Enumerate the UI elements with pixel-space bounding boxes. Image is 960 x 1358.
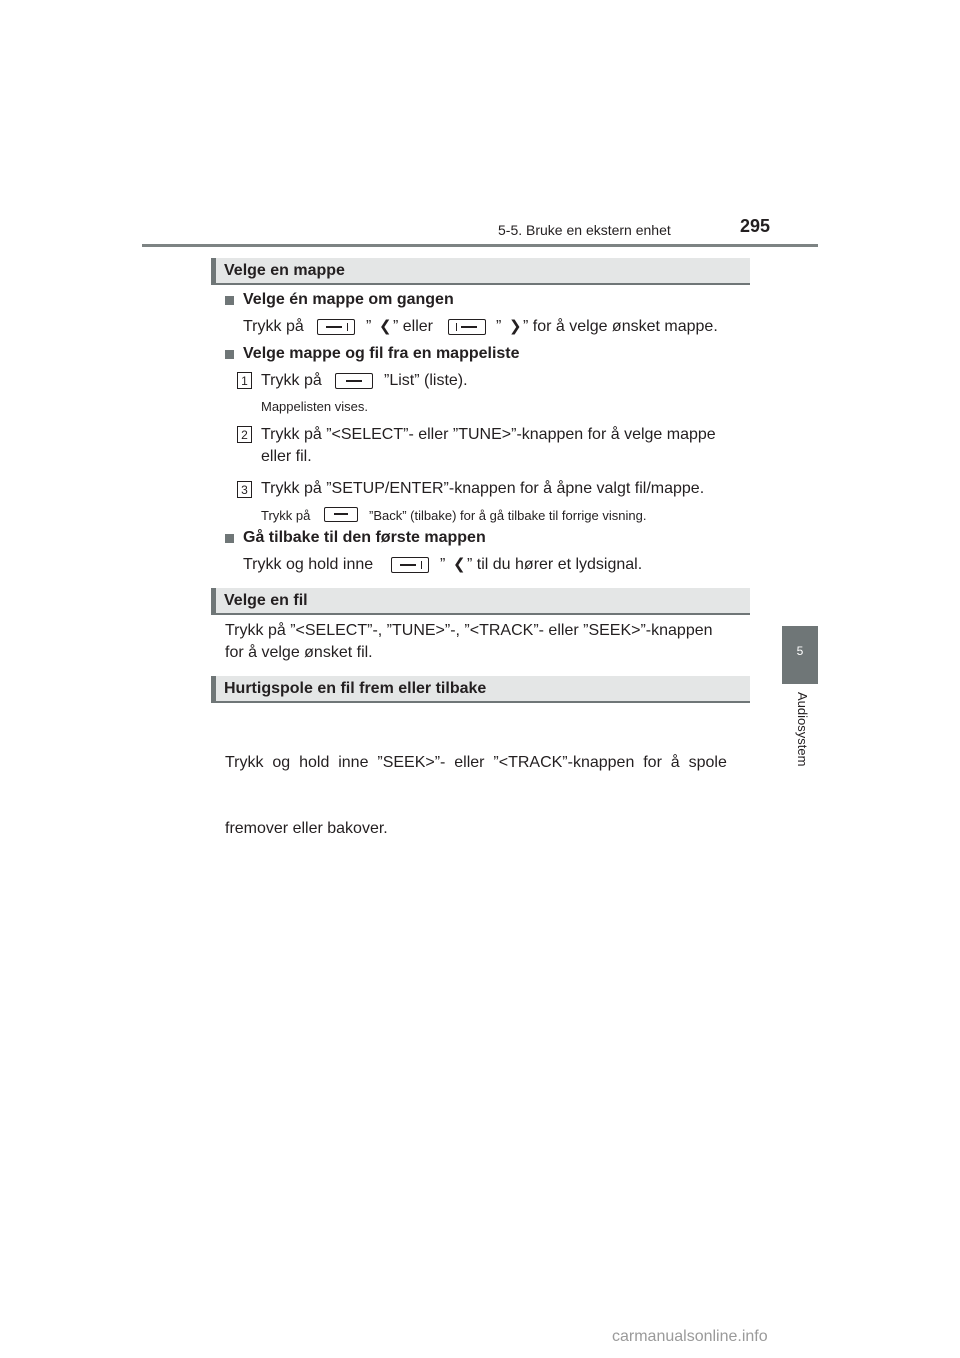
- quote-mark: ”: [496, 318, 502, 335]
- chevron-left-icon: ❮: [453, 556, 466, 573]
- watermark: carmanualsonline.info: [612, 1328, 768, 1345]
- step-text: ”List” (liste).: [384, 372, 468, 389]
- square-bullet-icon: [225, 350, 234, 359]
- step-note: Mappelisten vises.: [261, 399, 368, 414]
- subheading: Velge mappe og fil fra en mappeliste: [243, 345, 520, 362]
- quote-mark: ”: [366, 318, 372, 335]
- page-number: 295: [740, 216, 771, 236]
- chevron-right-icon: ❯: [509, 318, 522, 335]
- step-text: Trykk på ”SETUP/ENTER”-knappen for å åpne valgt fil/mappe.: [261, 480, 705, 497]
- step-note: Trykk på: [261, 508, 311, 523]
- paragraph: [225, 708, 745, 862]
- button-left-tick-icon: [448, 319, 486, 335]
- running-header: 5-5. Bruke en ekstern enhet: [498, 222, 671, 238]
- section-header-hurtigspole: [211, 676, 750, 703]
- step-number: 1: [237, 372, 252, 389]
- instruction-text: ” til du hører et lydsignal.: [467, 556, 643, 573]
- quote-mark: ”: [440, 556, 446, 573]
- button-plain-icon: [324, 507, 358, 522]
- paragraph-line: Trykk på ”<SELECT”-, ”TUNE>”-, ”<TRACK”- eller ”SEEK>”-knappen: [225, 622, 713, 639]
- instruction-text: Trykk og hold inne: [243, 556, 374, 573]
- section-header-velge-mappe: [211, 258, 750, 285]
- chevron-left-icon: ❮: [379, 318, 392, 335]
- subheading: Gå tilbake til den første mappen: [243, 529, 486, 546]
- button-plain-icon: [335, 373, 373, 389]
- chapter-number: 5: [796, 644, 804, 658]
- section-title: Velge en fil: [224, 592, 308, 609]
- square-bullet-icon: [225, 534, 234, 543]
- step-text: Trykk på: [261, 372, 322, 389]
- section-title: Velge en mappe: [224, 262, 345, 279]
- paragraph-line: for å velge ønsket fil.: [225, 644, 373, 661]
- step-number: 2: [237, 426, 252, 443]
- chapter-label: Audiosystem: [795, 692, 810, 767]
- step-note: ”Back” (tilbake) for å gå tilbake til forrige visning.: [369, 508, 647, 523]
- step-number: 3: [237, 481, 252, 498]
- subheading: Velge én mappe om gangen: [243, 291, 454, 308]
- paragraph-line: fremover eller bakover.: [225, 820, 388, 837]
- paragraph: [225, 620, 745, 664]
- instruction-text: ” eller: [393, 318, 434, 335]
- header-rule: [142, 244, 818, 247]
- button-right-tick-icon: [391, 557, 429, 573]
- step-text: eller fil.: [261, 448, 312, 465]
- instruction-text: ” for å velge ønsket mappe.: [523, 318, 718, 335]
- square-bullet-icon: [225, 296, 234, 305]
- button-right-tick-icon: [317, 319, 355, 335]
- instruction-text: Trykk på: [243, 318, 304, 335]
- step-text: Trykk på ”<SELECT”- eller ”TUNE>”-knappen for å velge mappe: [261, 426, 716, 443]
- section-title: Hurtigspole en fil frem eller tilbake: [224, 680, 487, 697]
- section-header-velge-fil: [211, 588, 750, 615]
- paragraph-line: Trykk og hold inne ”SEEK>”- eller ”<TRACK”-knappen for å spole: [225, 754, 727, 771]
